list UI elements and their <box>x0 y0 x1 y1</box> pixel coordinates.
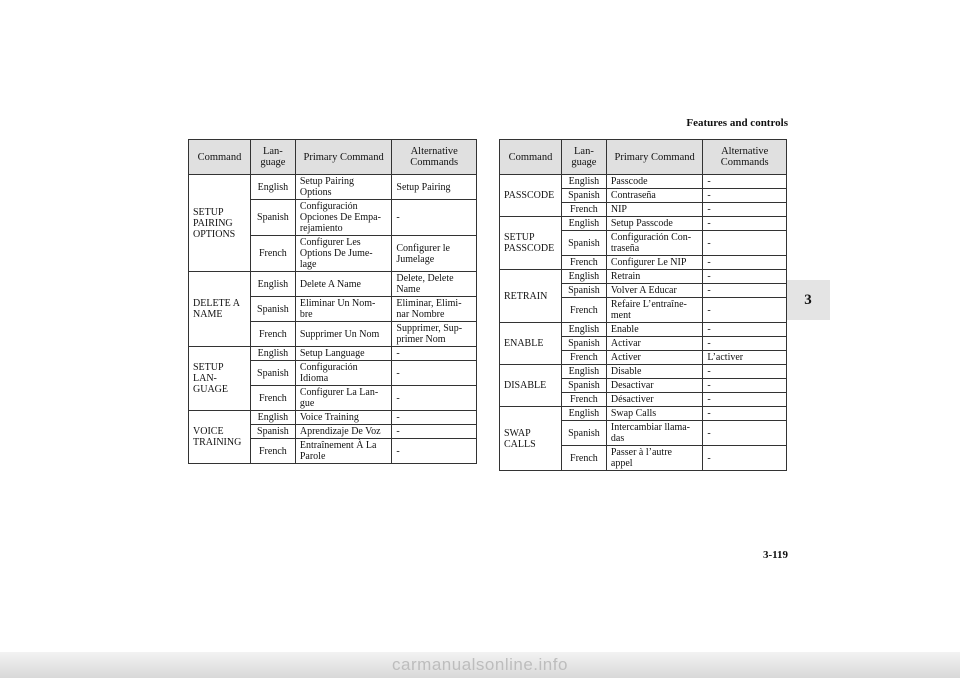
primary-command-cell: Refaire L’entraîne- ment <box>606 298 703 323</box>
command-cell: RETRAIN <box>500 270 562 323</box>
primary-command-cell: Activar <box>606 337 703 351</box>
primary-command-cell: Contraseña <box>606 189 703 203</box>
language-cell: English <box>561 407 606 421</box>
alternative-command-cell: - <box>703 189 787 203</box>
language-cell: English <box>561 217 606 231</box>
language-cell: Spanish <box>250 361 295 386</box>
alternative-command-cell: - <box>703 284 787 298</box>
alternative-command-cell: - <box>703 421 787 446</box>
header-alternative-commands: Alternative Commands <box>392 140 477 175</box>
language-cell: French <box>250 439 295 464</box>
alternative-command-cell: - <box>703 217 787 231</box>
primary-command-cell: Entraînement À La Parole <box>295 439 392 464</box>
command-cell: SWAP CALLS <box>500 407 562 471</box>
alternative-command-cell: - <box>392 411 477 425</box>
command-cell: DELETE A NAME <box>189 272 251 347</box>
primary-command-cell: NIP <box>606 203 703 217</box>
language-cell: French <box>561 298 606 323</box>
alternative-command-cell: - <box>703 337 787 351</box>
language-cell: English <box>561 175 606 189</box>
command-cell: PASSCODE <box>500 175 562 217</box>
language-cell: English <box>561 323 606 337</box>
alternative-command-cell: - <box>392 439 477 464</box>
primary-command-cell: Configuración Idioma <box>295 361 392 386</box>
command-cell: VOICE TRAINING <box>189 411 251 464</box>
primary-command-cell: Désactiver <box>606 393 703 407</box>
language-cell: French <box>250 386 295 411</box>
alternative-command-cell: - <box>703 407 787 421</box>
language-cell: Spanish <box>250 200 295 236</box>
primary-command-cell: Disable <box>606 365 703 379</box>
alternative-command-cell: - <box>703 365 787 379</box>
page-number: 3-119 <box>762 549 788 561</box>
primary-command-cell: Setup Passcode <box>606 217 703 231</box>
primary-command-cell: Configurer Le NIP <box>606 256 703 270</box>
language-cell: French <box>561 446 606 471</box>
language-cell: Spanish <box>561 421 606 446</box>
table-row <box>500 175 787 189</box>
language-cell: Spanish <box>561 337 606 351</box>
alternative-command-cell: - <box>703 203 787 217</box>
primary-command-cell: Configuración Opciones De Empa- rejamiento <box>295 200 392 236</box>
primary-command-cell: Supprimer Un Nom <box>295 322 392 347</box>
table-header-row <box>500 140 787 175</box>
table-row <box>500 217 787 231</box>
header-language: Lan- guage <box>250 140 295 175</box>
language-cell: Spanish <box>561 231 606 256</box>
language-cell: English <box>561 270 606 284</box>
alternative-command-cell: Configurer le Jumelage <box>392 236 477 272</box>
header-command: Command <box>500 140 562 175</box>
table-row <box>189 347 477 361</box>
table-header-row <box>189 140 477 175</box>
primary-command-cell: Desactivar <box>606 379 703 393</box>
primary-command-cell: Enable <box>606 323 703 337</box>
alternative-command-cell: - <box>703 379 787 393</box>
language-cell: Spanish <box>250 297 295 322</box>
alternative-command-cell: - <box>703 298 787 323</box>
site-footer <box>0 652 960 678</box>
language-cell: English <box>250 272 295 297</box>
language-cell: English <box>250 411 295 425</box>
primary-command-cell: Passcode <box>606 175 703 189</box>
alternative-command-cell: - <box>392 425 477 439</box>
language-cell: Spanish <box>561 284 606 298</box>
table-row <box>189 411 477 425</box>
alternative-command-cell: - <box>703 393 787 407</box>
language-cell: French <box>561 203 606 217</box>
alternative-command-cell: - <box>703 231 787 256</box>
page-header-title: Features and controls <box>686 117 788 129</box>
alternative-command-cell: - <box>703 175 787 189</box>
alternative-command-cell: - <box>703 323 787 337</box>
header-command: Command <box>189 140 251 175</box>
table-row <box>500 365 787 379</box>
primary-command-cell: Voice Training <box>295 411 392 425</box>
left-table-body <box>189 175 477 464</box>
alternative-command-cell: - <box>392 347 477 361</box>
header-alternative-commands: Alternative Commands <box>703 140 787 175</box>
right-table-body <box>500 175 787 471</box>
primary-command-cell: Configurer Les Options De Jume- lage <box>295 236 392 272</box>
alternative-command-cell: - <box>392 200 477 236</box>
primary-command-cell: Volver A Educar <box>606 284 703 298</box>
primary-command-cell: Intercambiar llama- das <box>606 421 703 446</box>
alternative-command-cell: Eliminar, Elimi- nar Nombre <box>392 297 477 322</box>
language-cell: Spanish <box>561 189 606 203</box>
language-cell: Spanish <box>561 379 606 393</box>
command-cell: SETUP PAIRING OPTIONS <box>189 175 251 272</box>
table-row <box>500 407 787 421</box>
primary-command-cell: Configuración Con- traseña <box>606 231 703 256</box>
alternative-command-cell: - <box>392 361 477 386</box>
alternative-command-cell: - <box>703 256 787 270</box>
chapter-tab: 3 <box>786 280 830 320</box>
language-cell: French <box>561 393 606 407</box>
language-cell: English <box>561 365 606 379</box>
language-cell: French <box>561 351 606 365</box>
primary-command-cell: Aprendizaje De Voz <box>295 425 392 439</box>
voice-command-table-left <box>188 139 477 464</box>
language-cell: French <box>250 322 295 347</box>
primary-command-cell: Configurer La Lan- gue <box>295 386 392 411</box>
command-cell: SETUP PASSCODE <box>500 217 562 270</box>
table-row <box>500 323 787 337</box>
alternative-command-cell: - <box>703 270 787 284</box>
alternative-command-cell: - <box>392 386 477 411</box>
language-cell: English <box>250 175 295 200</box>
alternative-command-cell: Delete, Delete Name <box>392 272 477 297</box>
language-cell: Spanish <box>250 425 295 439</box>
primary-command-cell: Setup Language <box>295 347 392 361</box>
footer-watermark: carmanualsonline.info <box>392 655 568 674</box>
command-cell: SETUP LAN- GUAGE <box>189 347 251 411</box>
language-cell: English <box>250 347 295 361</box>
table-row <box>189 175 477 200</box>
language-cell: French <box>561 256 606 270</box>
command-cell: ENABLE <box>500 323 562 365</box>
primary-command-cell: Passer à l’autre appel <box>606 446 703 471</box>
primary-command-cell: Retrain <box>606 270 703 284</box>
table-row <box>189 272 477 297</box>
language-cell: French <box>250 236 295 272</box>
header-language: Lan- guage <box>561 140 606 175</box>
alternative-command-cell: Supprimer, Sup- primer Nom <box>392 322 477 347</box>
primary-command-cell: Swap Calls <box>606 407 703 421</box>
primary-command-cell: Activer <box>606 351 703 365</box>
header-primary-command: Primary Command <box>295 140 392 175</box>
alternative-command-cell: - <box>703 446 787 471</box>
command-cell: DISABLE <box>500 365 562 407</box>
table-row <box>500 270 787 284</box>
primary-command-cell: Eliminar Un Nom- bre <box>295 297 392 322</box>
alternative-command-cell: L’activer <box>703 351 787 365</box>
primary-command-cell: Setup Pairing Options <box>295 175 392 200</box>
primary-command-cell: Delete A Name <box>295 272 392 297</box>
voice-command-table-right <box>499 139 787 471</box>
header-primary-command: Primary Command <box>606 140 703 175</box>
alternative-command-cell: Setup Pairing <box>392 175 477 200</box>
